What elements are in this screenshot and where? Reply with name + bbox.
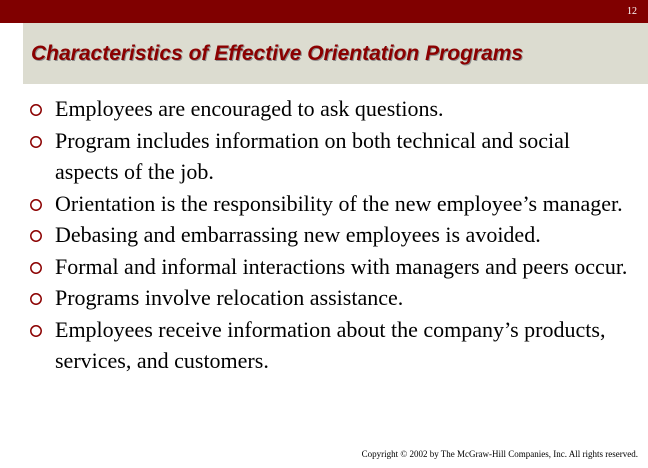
bullet-text: Programs involve relocation assistance. [55, 285, 404, 310]
bullet-item [29, 125, 634, 188]
open-circle-bullet-icon [29, 290, 47, 308]
open-circle-bullet-icon [29, 259, 47, 277]
bullet-text: Program includes information on both technical and social aspects of the job. [55, 127, 571, 184]
bullet-item [29, 93, 634, 125]
open-circle-bullet-icon [29, 227, 47, 245]
bullet-text: Orientation is the responsibility of the new employee’s manager. [55, 190, 623, 216]
copyright-notice: Copyright © 2002 by The McGraw-Hill Companies, Inc. All rights reserved. [361, 449, 638, 459]
open-circle-bullet-icon [29, 101, 47, 119]
title-band [23, 23, 648, 84]
bullet-text: Employees are encouraged to ask questions. [55, 96, 444, 121]
bullet-text: Formal and informal interactions with managers and peers occur. [55, 253, 628, 279]
bullet-list [29, 93, 634, 377]
page-number: 12 [627, 6, 637, 17]
bullet-text: Employees receive information about the company’s products, services, and customers. [55, 316, 606, 373]
bullet-item [29, 251, 634, 283]
bullet-item [29, 188, 634, 220]
open-circle-bullet-icon [29, 322, 47, 340]
open-circle-bullet-icon [29, 196, 47, 214]
open-circle-bullet-icon [29, 133, 47, 151]
bullet-item [29, 219, 634, 251]
slide-title: Characteristics of Effective Orientation Programs [31, 42, 524, 65]
top-bar [0, 0, 648, 23]
bullet-item [29, 314, 634, 377]
bullet-item [29, 282, 634, 314]
bullet-text: Debasing and embarrassing new employees is avoided. [55, 222, 541, 247]
